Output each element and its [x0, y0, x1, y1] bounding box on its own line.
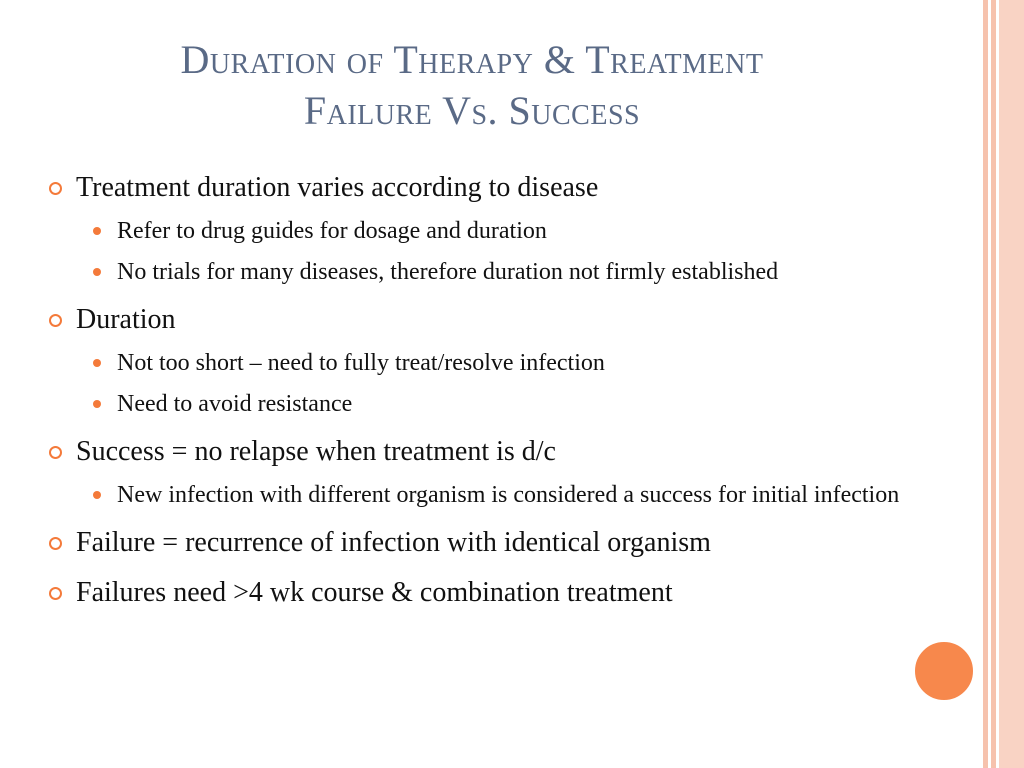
- decorative-orange-circle: [913, 640, 975, 702]
- ring-bullet-icon: [49, 446, 62, 459]
- ring-bullet-icon: [49, 587, 62, 600]
- dot-bullet-icon: [93, 268, 101, 276]
- sub-bullet-text: New infection with different organism is considered a success for initial infection: [117, 482, 900, 508]
- dot-bullet-icon: [93, 227, 101, 235]
- dot-bullet-icon: [93, 400, 101, 408]
- bullet-text: Success = no relapse when treatment is d/c: [76, 436, 556, 467]
- sub-bullet-item: [46, 213, 926, 249]
- slide-title-line-1: Duration of Therapy & Treatment: [180, 37, 764, 82]
- ring-bullet-icon: [49, 537, 62, 550]
- sub-bullet-text: Not too short – need to fully treat/resolve infection: [117, 350, 605, 376]
- bullet-text: Failures need >4 wk course & combination treatment: [76, 577, 673, 608]
- slide-title-line-2: Failure Vs. Success: [303, 88, 641, 133]
- sub-bullet-text: Need to avoid resistance: [117, 391, 353, 417]
- dot-bullet-icon: [93, 359, 101, 367]
- bullet-item: [46, 573, 926, 613]
- decorative-side-stripes: [976, 0, 1024, 768]
- bullet-list: [46, 168, 926, 613]
- sub-bullet-text: No trials for many diseases, therefore duration not firmly established: [117, 259, 779, 285]
- bullet-item: [46, 168, 926, 208]
- bullet-text: Failure = recurrence of infection with identical organism: [76, 527, 711, 558]
- ring-bullet-icon: [49, 314, 62, 327]
- sub-bullet-item: [46, 254, 926, 290]
- sub-bullet-item: [46, 477, 926, 513]
- slide-title: [30, 34, 914, 136]
- dot-bullet-icon: [93, 491, 101, 499]
- bullet-item: [46, 300, 926, 340]
- bullet-text: Duration: [76, 304, 176, 335]
- bullet-text: Treatment duration varies according to disease: [76, 172, 599, 203]
- bullet-item: [46, 432, 926, 472]
- sub-bullet-item: [46, 386, 926, 422]
- ring-bullet-icon: [49, 182, 62, 195]
- bullet-item: [46, 523, 926, 563]
- sub-bullet-text: Refer to drug guides for dosage and duration: [117, 218, 547, 244]
- sub-bullet-item: [46, 345, 926, 381]
